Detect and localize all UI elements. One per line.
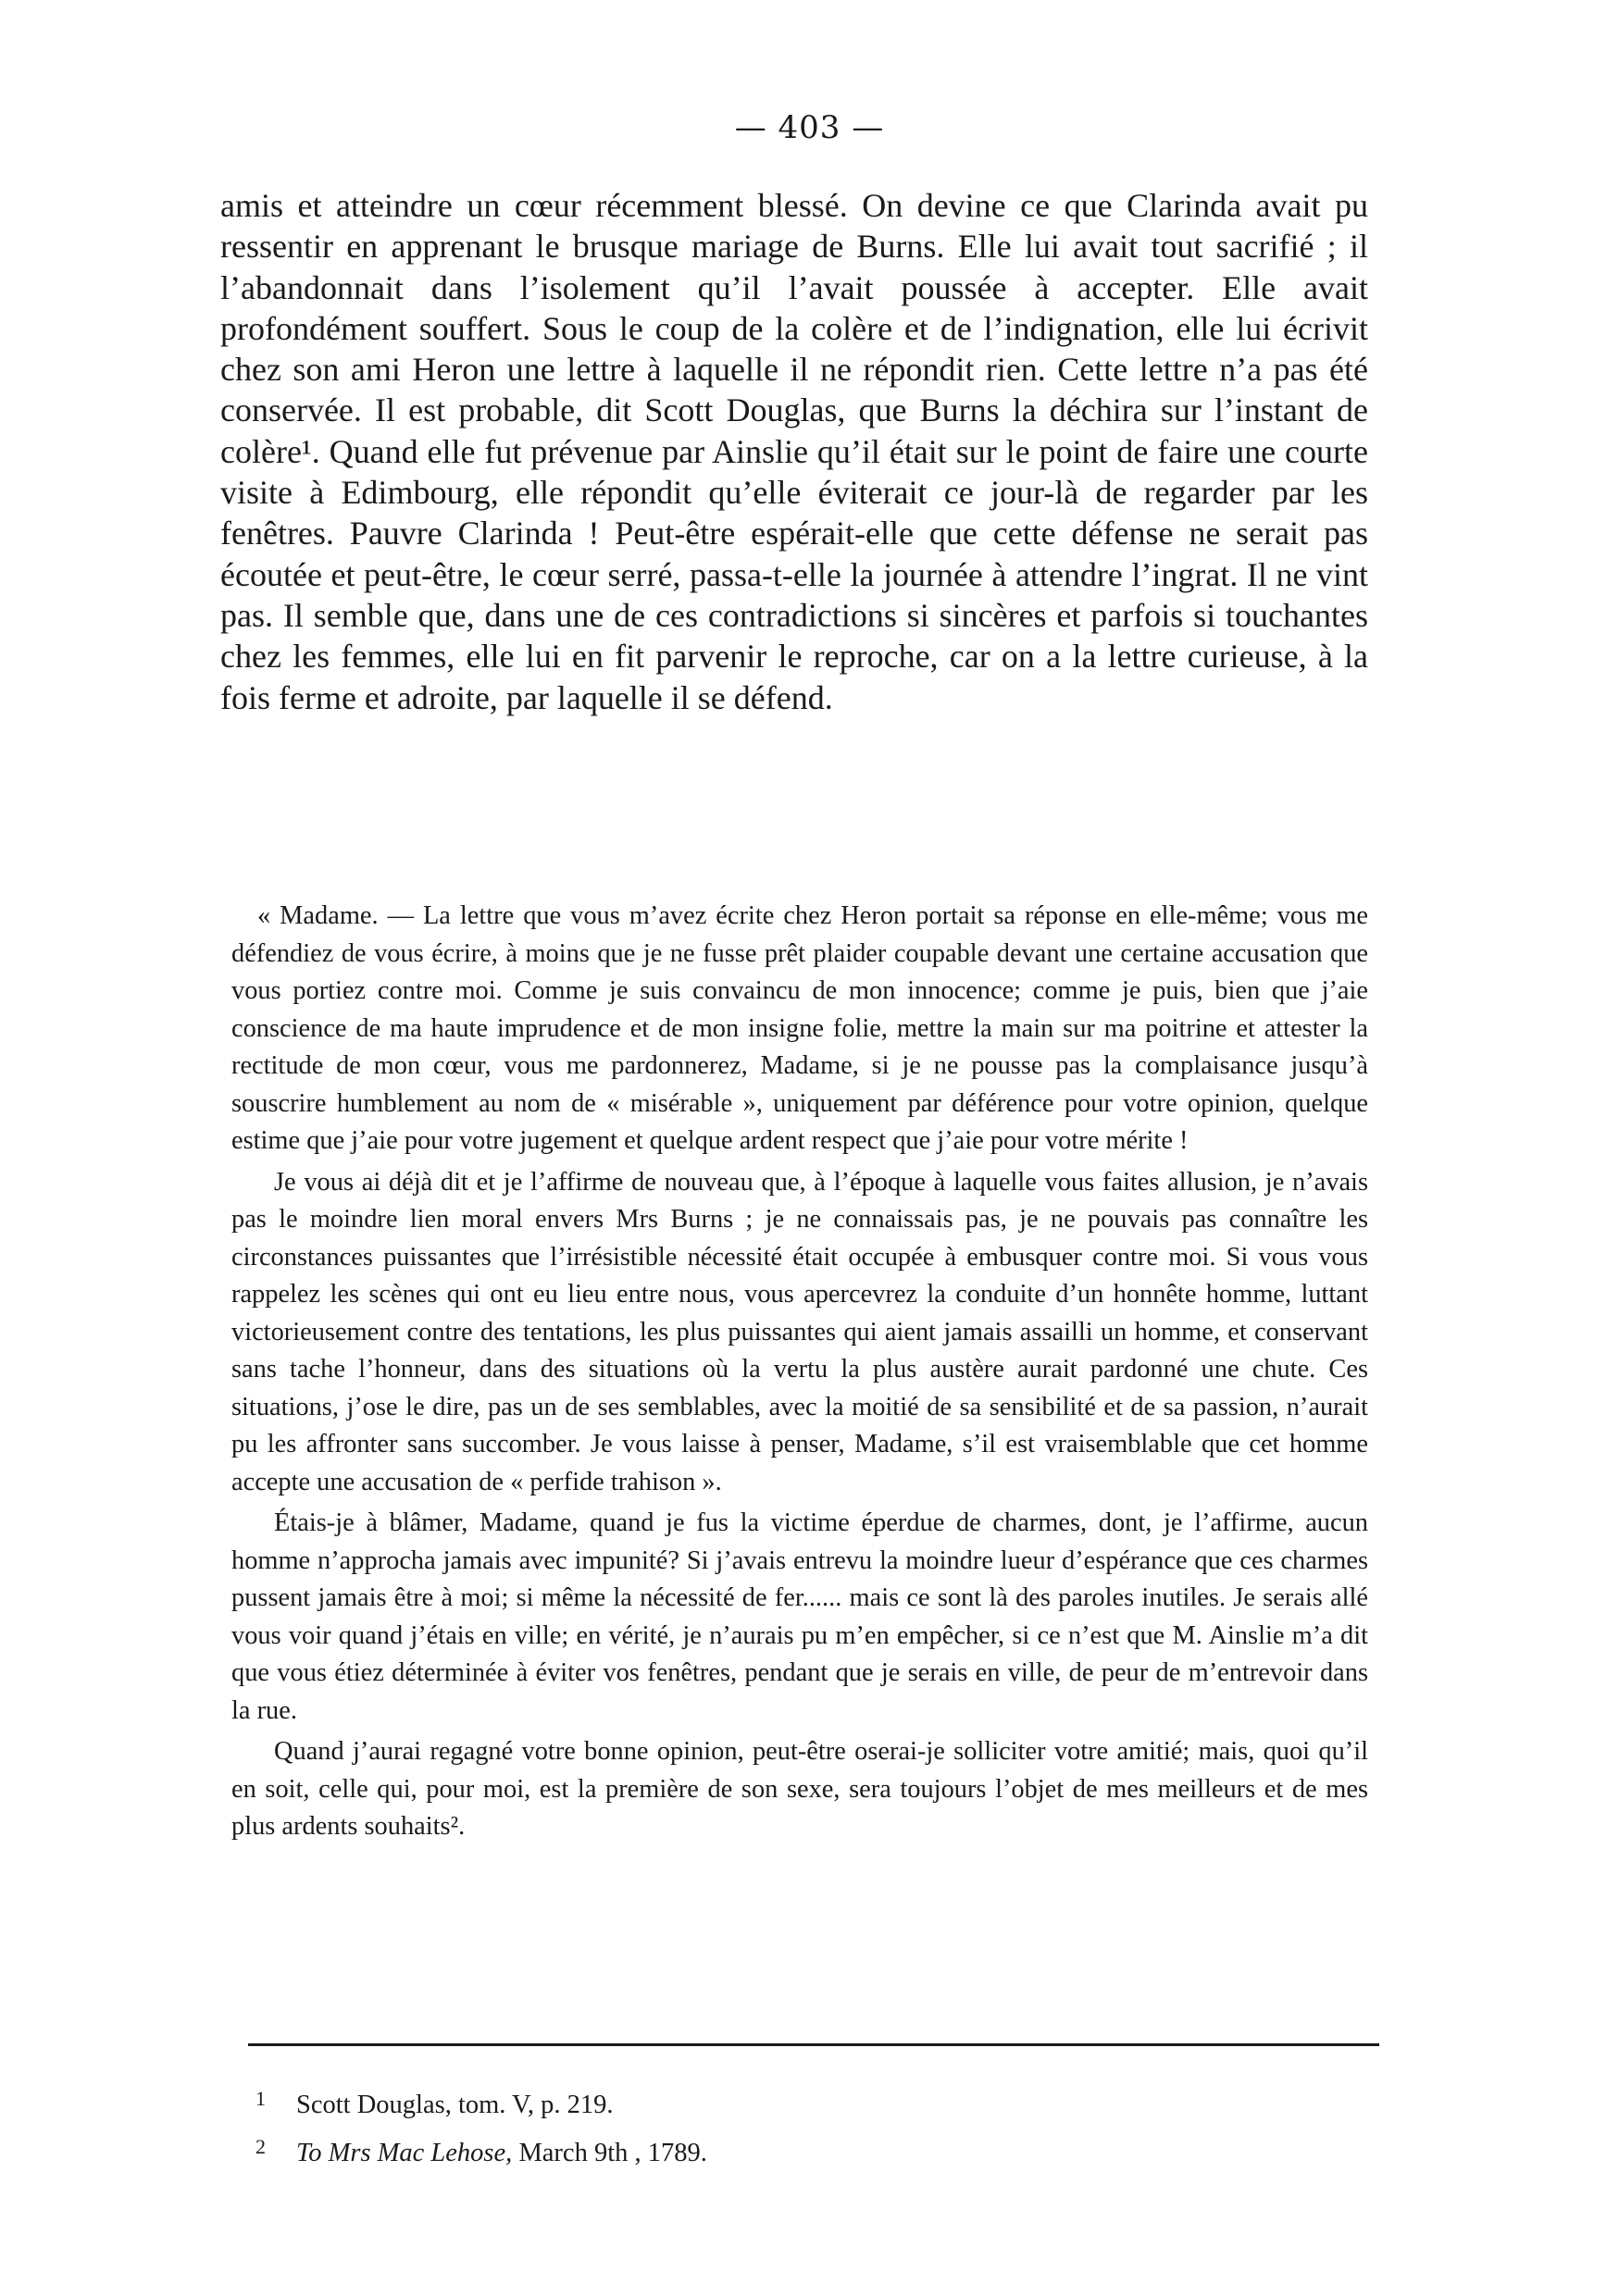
footnote-name: Mac Lehose, [377,2139,513,2167]
footnote-marker: 1 [255,2087,266,2110]
footnotes [255,2078,1366,2174]
letter-paragraph-3: Étais-je à blâmer, Madame, quand je fus la victime éperdue de charmes, dont, je l’affirme, aucun homme n’approcha jamais avec impunité? Si j’avais entrevu la moindre lueur d’espérance que ces charmes pussent jamais être à moi; si même la nécessité de fer...... mais ce sont là des paroles inutiles. Je serais allé vous voir quand j’étais en ville; en vérité, je n’aurais pu m’en empêcher, si ce n’est que M. Ainslie m’a dit que vous étiez déterminée à éviter vos fenêtres, pendant que je serais en ville, de peur de m’entrevoir dans la rue. [231,1508,1368,1725]
letter-paragraph-1: « Madame. — La lettre que vous m’avez écrite chez Heron portait sa réponse en elle-même; vous me défendiez de vous écrire, à moins que je ne fusse prêt plaider coupable devant une certaine accusation que vous portiez contre moi. Comme je suis convaincu de mon innocence; comme je puis, bien que j’aie conscience de ma haute imprudence et de mon insigne folie, mettre la main sur ma poitrine et attester la rectitude de mon cœur, vous me pardonnerez, Madame, si je ne pousse pas la complaisance jusqu’à souscrire humblement au nom de « misérable », uniquement par déférence pour votre opinion, quelque estime que j’aie pour votre jugement et quelque ardent respect que j’aie pour votre mérite ! [231,901,1368,1155]
footnote-mrs: Mrs [328,2139,371,2167]
main-paragraph: amis et atteindre un cœur récemment blessé. On devine ce que Clarinda avait pu ressentir en apprenant le brusque mariage de Burns. Elle lui avait tout sacrifié ; il l’abandonnait dans l’isolement qu’il l’avait poussée à accepter. Elle avait profondément souffert. Sous le coup de la colère et de l’indignation, elle lui écrivit chez son ami Heron une lettre à laquelle il ne répondit rien. Cette lettre n’a pas été conservée. Il est probable, dit Scott Douglas, que Burns la déchira sur l’instant de colère¹. Quand elle fut prévenue par Ainslie qu’il était sur le point de faire une courte visite à Edimbourg, elle répondit qu’elle éviterait ce jour-là de regarder par les fenêtres. Pauvre Clarinda ! Peut-être espérait-elle que cette défense ne serait pas écoutée et peut-être, le cœur serré, passa-t-elle la journée à attendre l’ingrat. Il ne vint pas. Il semble que, dans une de ces contradictions si sincères et parfois si touchantes chez les femmes, elle lui en fit parvenir le reproche, car on a la lettre curieuse, à la fois ferme et adroite, par laquelle il se défend. [220,187,1368,716]
footnote-2 [255,2126,1366,2174]
page-number: — 403 — [734,109,885,146]
quoted-letter [231,898,1368,1850]
footnote-marker: 2 [255,2135,266,2158]
main-text-block [220,185,1368,718]
letter-paragraph-2: Je vous ai déjà dit et je l’affirme de nouveau que, à l’époque à laquelle vous faites allusion, je n’avais pas le moindre lien moral envers Mrs Burns ; je ne connaissais pas, je ne pouvais pas connaître les circonstances puissantes que l’irrésistible nécessité était occupée à embusquer contre moi. Si vous vous rappelez les scènes qui ont eu lieu entre nous, vous apercevrez la conduite d’un honnête homme, luttant victorieusement contre des tentations, les plus puissantes qui aient jamais assailli un homme, et conservant sans tache l’honneur, dans des situations où la vertu la plus austère aurait pardonné une chute. Ces situations, j’ose le dire, pas un de ses semblables, avec la moitié de sa sensibilité et de sa passion, n’aurait pu les affronter sans succomber. Je vous laisse à penser, Madame, s’il est vraisemblable que cet homme accepte une accusation de « perfide trahison ». [231,1167,1368,1496]
letter-paragraph-4: Quand j’aurai regagné votre bonne opinion, peut-être oserai-je solliciter votre amitié; mais, quoi qu’il en soit, celle qui, pour moi, est la première de son sexe, sera toujours l’objet de mes meilleurs et de mes plus ardents souhaits². [231,1737,1368,1841]
footnote-separator [248,2043,1379,2046]
footnote-to: To [296,2139,322,2167]
footnote-text: Scott Douglas, tom. V, p. 219. [296,2091,614,2119]
footnote-date: March 9th , 1789. [518,2139,707,2167]
footnote-1 [255,2078,1366,2126]
